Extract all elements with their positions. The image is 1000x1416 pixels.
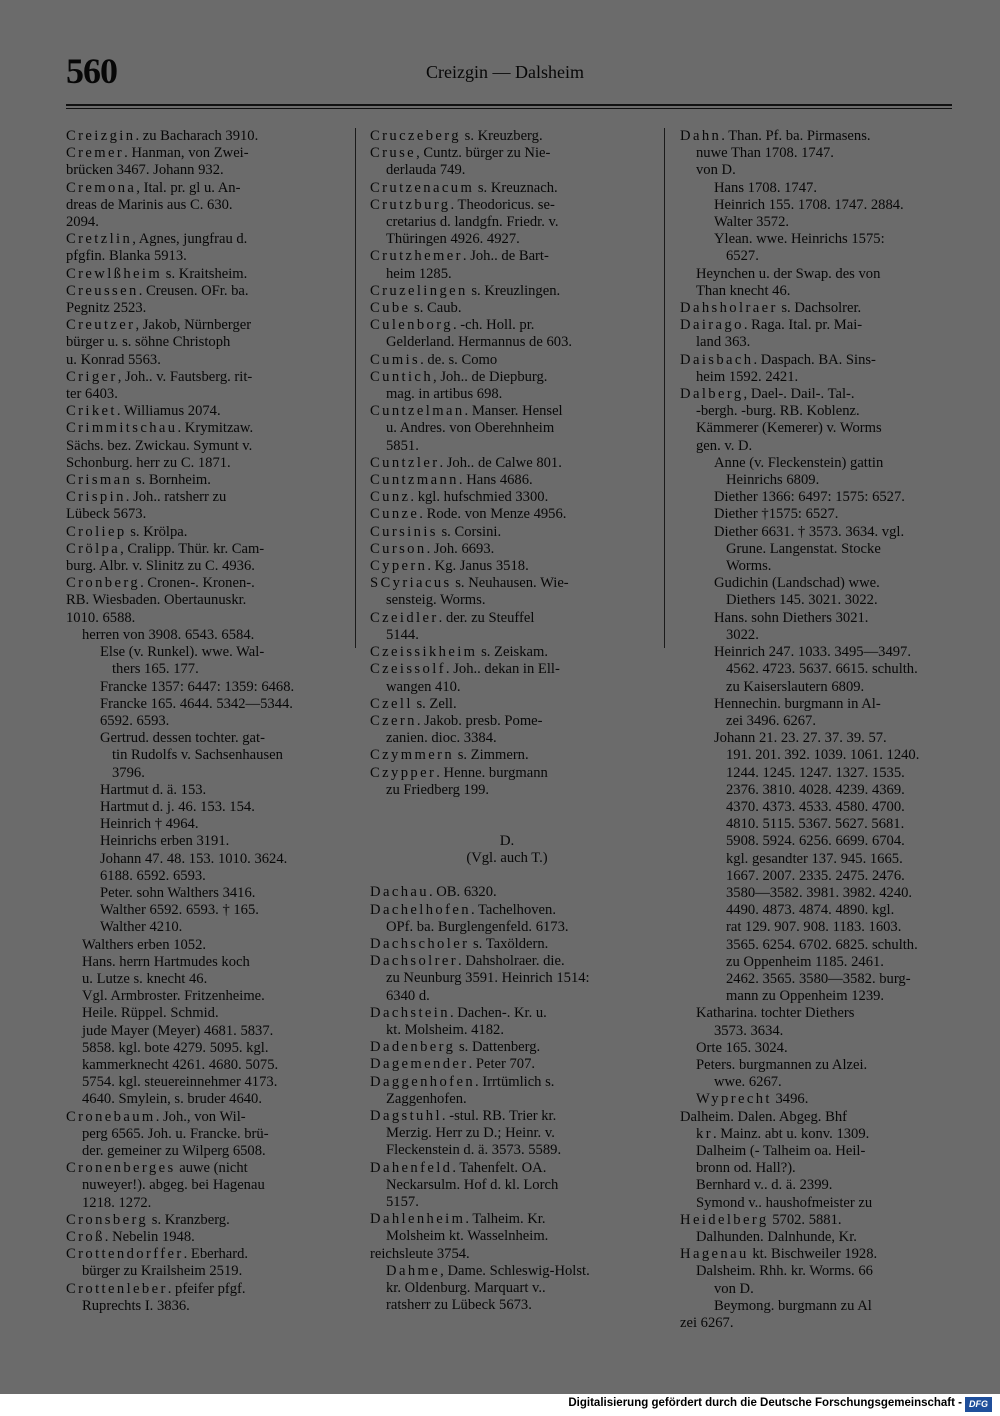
index-line: Cronsberg s. Kranzberg. [66, 1211, 230, 1228]
index-line: 4370. 4373. 4533. 4580. 4700. [726, 798, 905, 815]
headword: Cunze [370, 506, 420, 523]
index-line: Gudichin (Landschad) wwe. [714, 575, 880, 592]
headword: Cronberg [66, 575, 141, 592]
index-line: Dahn. Than. Pf. ba. Pirmasens. [680, 128, 871, 144]
index-line: cretarius d. landgfn. Friedr. v. [386, 214, 559, 231]
index-line: Cronenberges auwe (nicht [66, 1160, 248, 1177]
index-line: brücken 3467. Johann 932. [66, 162, 224, 179]
index-line: Dahlenheim. Talheim. Kr. [370, 1211, 546, 1228]
index-line: zu Kaiserslautern 6809. [726, 678, 865, 695]
headword: Cursinis [370, 523, 438, 540]
index-line: Cremer. Hanman, von Zwei- [66, 145, 249, 162]
header-rule [66, 104, 952, 106]
headword: Czeissikheim [370, 644, 478, 661]
index-line: kr. Mainz. abt u. konv. 1309. [696, 1125, 870, 1142]
index-line: Czell s. Zell. [370, 695, 457, 712]
headword: Dahenfeld [370, 1159, 453, 1176]
headword: Creutzer [66, 317, 136, 334]
index-line: zu Friedberg 199. [386, 781, 490, 798]
index-line: ter 6403. [66, 386, 118, 403]
index-line: u. Lutze s. knecht 46. [82, 970, 208, 987]
index-line: 4640. Smylein, s. bruder 4640. [82, 1091, 262, 1108]
headword: Crutzburg [370, 196, 451, 213]
index-line: Czeidler. der. zu Steuffel [370, 609, 535, 626]
index-line: von D. [696, 162, 736, 179]
index-line: perg 6565. Joh. u. Francke. brü- [82, 1125, 269, 1142]
headword: Dachstein [370, 1004, 450, 1021]
index-line: Crewlßheim s. Kraitsheim. [66, 265, 248, 282]
index-line: 191. 201. 392. 1039. 1061. 1240. [726, 747, 920, 764]
index-line: 5858. kgl. bote 4279. 5095. kgl. [82, 1039, 269, 1056]
index-line: zu Neunburg 3591. Heinrich 1514: [386, 970, 590, 987]
headword: Cremer [66, 145, 125, 162]
index-line: Heinrichs 6809. [726, 472, 820, 489]
headword: Dahlenheim [370, 1211, 466, 1228]
index-line: Hennechin. burgmann in Al- [714, 695, 881, 712]
headword: Dachau [370, 884, 429, 901]
index-line: Diether †1575: 6527. [714, 506, 839, 523]
index-line: OPf. ba. Burglengenfeld. 6173. [386, 918, 569, 935]
index-line: 5851. [386, 437, 419, 454]
index-line: sensteig. Worms. [386, 592, 486, 609]
index-line: Dachscholer s. Taxöldern. [370, 935, 549, 952]
footer-bar [0, 1394, 1000, 1416]
headword: Creussen [66, 282, 139, 299]
index-line: Culenborg. -ch. Holl. pr. [370, 317, 535, 334]
headword: Creizgin [66, 128, 136, 144]
index-line: 1218. 1272. [82, 1194, 152, 1211]
index-line: Hagenau kt. Bischweiler 1928. [680, 1246, 878, 1263]
index-line: Hans. sohn Diethers 3021. [714, 609, 869, 626]
index-line: pfgfin. Blanka 5913. [66, 248, 187, 265]
index-line: wangen 410. [386, 678, 461, 695]
index-line: Crutzburg. Theodoricus. se- [370, 196, 555, 213]
index-line: Croß. Nebelin 1948. [66, 1229, 195, 1245]
headword: Dalberg [680, 386, 744, 403]
index-line: Symond v.. haushofmeister zu [696, 1194, 873, 1211]
index-line: Dadenberg s. Dattenberg. [370, 1039, 541, 1056]
index-line: Molsheim kt. Wasselnheim. [386, 1228, 549, 1245]
index-line: Dachelhofen. Tachelhoven. [370, 901, 556, 918]
index-line: Criger, Joh.. v. Fautsberg. rit- [66, 368, 253, 385]
headword: Hagenau [680, 1246, 749, 1263]
headword: Cremona [66, 179, 137, 196]
index-column-2 [370, 128, 644, 1314]
index-line: Czern. Jakob. presb. Pome- [370, 712, 543, 729]
headword: Dagstuhl [370, 1107, 442, 1124]
section-heading: D. [499, 832, 515, 849]
index-line: Cuntzelman. Manser. Hensel [370, 403, 563, 420]
headword: Crewlßheim [66, 265, 163, 282]
headword: Daggenhofen [370, 1073, 476, 1090]
index-line: Creizgin. zu Bacharach 3910. [66, 128, 259, 144]
index-line: Walter 3572. [714, 214, 790, 231]
index-line: Crottendorffer. Eberhard. [66, 1246, 249, 1263]
index-line: 1244. 1245. 1247. 1327. 1535. [726, 764, 905, 781]
index-column-1 [66, 128, 336, 1315]
index-line: heim 1592. 2421. [696, 368, 799, 385]
index-line: Vgl. Armbroster. Fritzenheime. [82, 988, 265, 1005]
headword: Cruczeberg [370, 128, 461, 144]
footer-credit: Digitalisierung gefördert durch die Deutsche Forschungsgemeinschaft - [568, 1397, 962, 1409]
index-line: Diether 6631. † 3573. 3634. vgl. [714, 523, 905, 540]
index-line: Criket. Williamus 2074. [66, 403, 221, 420]
index-line: bronn od. Hall?). [696, 1160, 796, 1177]
headword: Wyprecht [696, 1091, 772, 1108]
headword: Czern [370, 712, 417, 729]
headword: Cronebaum [66, 1108, 156, 1125]
index-line: Wyprecht 3496. [696, 1091, 809, 1108]
index-line: Francke 1357: 6447: 1359: 6468. [100, 678, 295, 695]
headword: Cuntzmann [370, 472, 459, 489]
index-line: Cruczeberg s. Kreuzberg. [370, 128, 543, 144]
index-line: ratsherr zu Lübeck 5673. [386, 1297, 532, 1314]
index-line: jude Mayer (Meyer) 4681. 5837. [82, 1022, 274, 1039]
index-line: Merzig. Herr zu D.; Heinr. v. [386, 1125, 555, 1142]
headword: Daisbach [680, 351, 754, 368]
index-line: 3022. [726, 626, 759, 643]
index-line: Heinrich 155. 1708. 1747. 2884. [714, 196, 904, 213]
headword: Cretzlin [66, 231, 133, 248]
index-line: Dahme, Dame. Schleswig-Holst. [386, 1262, 590, 1279]
index-line: SCyriacus s. Neuhausen. Wie- [370, 575, 569, 592]
index-line: Hartmut d. j. 46. 153. 154. [100, 798, 255, 815]
headword: Dairago [680, 317, 744, 334]
index-line: 5157. [386, 1193, 419, 1210]
index-line: 1667. 2007. 2335. 2475. 2476. [726, 867, 905, 884]
index-line: bürger u. s. söhne Christoph [66, 334, 231, 351]
index-line: Czeissikheim s. Zeiskam. [370, 644, 548, 661]
headword: Cypern [370, 558, 428, 575]
headword: kr [696, 1125, 713, 1142]
index-line: Dachsolrer. Dahsholraer. die. [370, 953, 565, 970]
index-line: Crispin. Joh.. ratsherr zu [66, 489, 227, 506]
headword: Crutzenacum [370, 179, 475, 196]
index-line: Walther 4210. [100, 919, 183, 936]
index-line: Dalhunden. Dalnhunde, Kr. [696, 1229, 857, 1245]
index-line: Johann 47. 48. 153. 1010. 3624. [100, 850, 288, 867]
index-line: Daggenhofen. Irrtümlich s. [370, 1073, 555, 1090]
index-line: Daisbach. Daspach. BA. Sins- [680, 351, 876, 368]
index-line: Heinrich 247. 1033. 3495—3497. [714, 644, 911, 661]
index-line: 6188. 6592. 6593. [100, 867, 206, 884]
index-line: 3573. 3634. [714, 1022, 784, 1039]
headword: Croß [66, 1229, 105, 1245]
index-line: Diethers 145. 3021. 3022. [726, 592, 878, 609]
index-line: Creussen. Creusen. OFr. ba. [66, 282, 249, 299]
index-line: Cronebaum. Joh., von Wil- [66, 1108, 246, 1125]
index-line: 3796. [112, 764, 145, 781]
index-line: Heinrichs erben 3191. [100, 833, 230, 850]
index-line: Else (v. Runkel). wwe. Wal- [100, 644, 265, 661]
headword: Dahsholraer [680, 300, 778, 317]
index-line: Dachau. OB. 6320. [370, 884, 497, 901]
headword: Cuntich [370, 368, 434, 385]
index-line: 4562. 4723. 5637. 6615. schulth. [726, 661, 918, 678]
index-line: RB. Wiesbaden. Obertaunuskr. [66, 592, 247, 609]
index-line: Zaggenhofen. [386, 1090, 467, 1107]
index-line: 3580—3582. 3981. 3982. 4240. [726, 884, 913, 901]
headword: Curson [370, 540, 427, 557]
index-line: Crimmitschau. Krymitzaw. [66, 420, 254, 437]
index-line: rat 129. 907. 908. 1183. 1603. [726, 919, 902, 936]
index-line: Ylean. wwe. Heinrichs 1575: [714, 231, 885, 248]
index-line: Dalsheim. Rhh. kr. Worms. 66 [696, 1263, 873, 1280]
index-line: 6340 d. [386, 987, 430, 1004]
index-line: Cruse, Cuntz. bürger zu Nie- [370, 145, 551, 162]
index-column-3 [680, 128, 952, 1332]
index-line: 5754. kgl. steuereinnehmer 4173. [82, 1074, 278, 1091]
running-head: Creizgin — Dalsheim [426, 62, 584, 82]
index-line: 3565. 6254. 6702. 6825. schulth. [726, 936, 918, 953]
index-line: Czypper. Henne. burgmann [370, 764, 548, 781]
index-line: Creutzer, Jakob, Nürnberger [66, 317, 252, 334]
index-line: Dairago. Raga. Ital. pr. Mai- [680, 317, 863, 334]
index-line: u. Andres. von Oberehnheim [386, 420, 555, 437]
index-line: Fleckenstein d. ä. 3573. 5589. [386, 1142, 562, 1159]
headword: Czeissolf [370, 661, 446, 678]
index-line: Cuntzmann. Hans 4686. [370, 472, 533, 489]
headword: Dachsolrer [370, 953, 459, 970]
index-line: 5908. 5924. 6256. 6699. 6704. [726, 833, 905, 850]
headword: Heidelberg [680, 1211, 769, 1228]
headword: Czell [370, 695, 413, 712]
index-line: Crottenleber. pfeifer pfgf. [66, 1280, 246, 1297]
index-line: Cronberg. Cronen-. Kronen-. [66, 575, 255, 592]
index-line: Orte 165. 3024. [696, 1039, 788, 1056]
headword: Dachelhofen [370, 901, 471, 918]
headword: Czypper [370, 764, 437, 781]
headword: Cuntzelman [370, 403, 465, 420]
index-line: Dahenfeld. Tahenfelt. OA. [370, 1159, 547, 1176]
index-line: nuweyer!). abgeg. bei Hagenau [82, 1177, 265, 1194]
index-line: Walthers erben 1052. [82, 936, 207, 953]
index-line: Lübeck 5673. [66, 506, 147, 523]
index-line: burg. Albr. v. Slinitz zu C. 4936. [66, 558, 255, 575]
index-line: Cremona, Ital. pr. gl u. An- [66, 179, 241, 196]
index-line: Heynchen u. der Swap. des von [696, 265, 881, 282]
index-line: Crisman s. Bornheim. [66, 472, 211, 489]
index-line: zei 6267. [680, 1315, 734, 1332]
index-line: Dagstuhl. -stul. RB. Trier kr. [370, 1107, 557, 1124]
index-line: Bernhard v.. d. ä. 2399. [696, 1177, 833, 1194]
headword: Dahme [386, 1262, 441, 1279]
index-line: Cunz. kgl. hufschmied 3300. [370, 489, 549, 506]
headword: Czeidler [370, 609, 439, 626]
index-line: Than knecht 46. [696, 282, 791, 299]
index-line: von D. [714, 1280, 754, 1297]
index-line: Neckarsulm. Hof d. kl. Lorch [386, 1176, 559, 1193]
index-line: zanien. dioc. 3384. [386, 730, 497, 747]
headword: Crottendorffer [66, 1246, 184, 1263]
index-line: reichsleute 3754. [370, 1245, 470, 1262]
headword: Dachscholer [370, 935, 470, 952]
index-line: Hartmut d. ä. 153. [100, 781, 207, 798]
index-line: 1010. 6588. [66, 609, 136, 626]
headword: Criket [66, 403, 117, 420]
index-line: Crölpa, Cralipp. Thür. kr. Cam- [66, 540, 265, 557]
headword: Crottenleber [66, 1280, 168, 1297]
headword: Cruse [370, 145, 417, 162]
headword: Czymmern [370, 747, 455, 764]
index-line: 6527. [726, 248, 759, 265]
headword: Crutzhemer [370, 248, 463, 265]
headword: Cronenberges [66, 1160, 176, 1177]
index-line: dreas de Marinis aus C. 630. [66, 196, 233, 213]
header-rule-thin [66, 108, 952, 109]
index-line [370, 816, 644, 833]
index-line: Cursinis s. Corsini. [370, 523, 502, 540]
index-line: Heidelberg 5702. 5881. [680, 1211, 842, 1228]
index-line: der. gemeiner zu Wilperg 6508. [82, 1142, 266, 1159]
index-line: 4810. 5115. 5367. 5627. 5681. [726, 816, 905, 833]
index-line: Thüringen 4926. 4927. [386, 231, 520, 248]
index-line [370, 799, 644, 816]
column-divider [664, 128, 665, 648]
headword: Crimmitschau [66, 420, 178, 437]
index-line: gen. v. D. [696, 437, 753, 454]
index-line: 4490. 4873. 4874. 4890. kgl. [726, 902, 895, 919]
index-line: heim 1285. [386, 265, 452, 282]
index-line: Walther 6592. 6593. † 165. [100, 902, 259, 919]
index-line: Gelderland. Hermannus de 603. [386, 334, 573, 351]
index-line: tin Rudolfs v. Sachsenhausen [112, 747, 283, 764]
index-line: Czymmern s. Zimmern. [370, 747, 529, 764]
index-line: Beymong. burgmann zu Al [714, 1297, 872, 1314]
index-line: 5144. [386, 626, 419, 643]
index-line: Czeissolf. Joh.. dekan in Ell- [370, 661, 560, 678]
index-line: Ruprechts I. 3836. [82, 1297, 190, 1314]
headword: Croliep [66, 523, 127, 540]
index-line: -bergh. -burg. RB. Koblenz. [696, 403, 860, 420]
index-line: land 363. [696, 334, 751, 351]
index-line: Anne (v. Fleckenstein) gattin [714, 454, 884, 471]
index-line: Francke 165. 4644. 5342—5344. [100, 695, 293, 712]
dfg-logo: DFG [965, 1397, 992, 1412]
headword: Cuntzler [370, 454, 440, 471]
headword: Criger [66, 368, 118, 385]
index-line: Hans 1708. 1747. [714, 179, 817, 196]
index-line: kr. Oldenburg. Marquart v.. [386, 1280, 546, 1296]
index-line: 6592. 6593. [100, 712, 170, 729]
column-divider [355, 128, 356, 648]
index-line: nuwe Than 1708. 1747. [696, 145, 834, 162]
index-line: Crutzhemer. Joh.. de Bart- [370, 248, 549, 265]
index-line: Dahsholraer s. Dachsolrer. [680, 300, 862, 317]
index-line: mag. in artibus 698. [386, 386, 503, 403]
index-line: kgl. gesandter 137. 945. 1665. [726, 850, 903, 867]
index-line: bürger zu Krailsheim 2519. [82, 1263, 243, 1280]
index-line: Dalheim (- Talheim oa. Heil- [696, 1142, 866, 1159]
index-line: kt. Molsheim. 4182. [386, 1021, 504, 1038]
index-line: Dachstein. Dachen-. Kr. u. [370, 1004, 547, 1021]
index-line: Sächs. bez. Zwickau. Symunt v. [66, 437, 253, 454]
index-line: Gertrud. dessen tochter. gat- [100, 730, 265, 747]
headword: Cronsberg [66, 1211, 149, 1228]
index-line: mann zu Oppenheim 1239. [726, 988, 885, 1005]
index-line: Kämmerer (Kemerer) v. Worms [696, 420, 882, 437]
headword: Crispin [66, 489, 126, 506]
index-line: herren von 3908. 6543. 6584. [82, 626, 255, 643]
index-line: Pegnitz 2523. [66, 300, 147, 317]
index-line: u. Konrad 5563. [66, 351, 161, 368]
index-line: zei 3496. 6267. [726, 712, 816, 729]
index-line: 2094. [66, 214, 99, 231]
headword: Culenborg [370, 317, 453, 334]
headword: Dagemender [370, 1056, 469, 1073]
index-line: 2376. 3810. 4028. 4239. 4369. [726, 781, 905, 798]
index-line: Crutzenacum s. Kreuznach. [370, 179, 558, 196]
index-line: Diether 1366: 6497: 1575: 6527. [714, 489, 905, 506]
index-line: Cunze. Rode. von Menze 4956. [370, 506, 567, 523]
index-line: Hans. herrn Hartmudes koch [82, 953, 250, 970]
index-line: Katharina. tochter Diethers [696, 1005, 855, 1022]
index-line: Johann 21. 23. 27. 37. 39. 57. [714, 730, 887, 747]
index-line: wwe. 6267. [714, 1074, 782, 1091]
index-line: Cypern. Kg. Janus 3518. [370, 558, 529, 575]
headword: Dahn [680, 128, 722, 144]
index-line: Cuntzler. Joh.. de Calwe 801. [370, 454, 562, 471]
index-line: derlauda 749. [386, 162, 466, 179]
headword: Cunz [370, 489, 411, 506]
headword: SCyriacus [370, 575, 452, 592]
index-line [370, 867, 644, 884]
index-line: Dalheim. Dalen. Abgeg. Bhf [680, 1108, 847, 1125]
index-line: Croliep s. Krölpa. [66, 523, 188, 540]
headword: Crölpa [66, 540, 121, 557]
index-line: Schonburg. herr zu C. 1871. [66, 454, 231, 471]
index-line: Peters. burgmannen zu Alzei. [696, 1056, 868, 1073]
index-line: thers 165. 177. [112, 661, 199, 678]
index-line: Cuntich, Joh.. de Diepburg. [370, 368, 548, 385]
index-line: Grune. Langenstat. Stocke [726, 540, 881, 557]
index-line: Dagemender. Peter 707. [370, 1056, 536, 1073]
index-line: Peter. sohn Walthers 3416. [100, 884, 256, 901]
index-line: Curson. Joh. 6693. [370, 540, 495, 557]
index-line: Cruzelingen s. Kreuzlingen. [370, 282, 561, 299]
index-line: Cumis. de. s. Como [370, 351, 498, 368]
section-note: (Vgl. auch T.) [466, 850, 548, 867]
index-line: kammerknecht 4261. 4680. 5075. [82, 1056, 279, 1073]
headword: Cruzelingen [370, 282, 468, 299]
index-line: Cube s. Caub. [370, 300, 462, 317]
headword: Cumis [370, 351, 421, 368]
page-number: 560 [66, 51, 117, 91]
index-line: Heile. Rüppel. Schmid. [82, 1005, 219, 1022]
headword: Dadenberg [370, 1039, 456, 1056]
index-line: Dalberg, Dael-. Dail-. Tal-. [680, 386, 855, 403]
index-line: Worms. [726, 558, 772, 575]
index-line: 2462. 3565. 3580—3582. burg- [726, 970, 911, 987]
index-line: zu Oppenheim 1185. 2461. [726, 953, 884, 970]
index-line: Cretzlin, Agnes, jungfrau d. [66, 231, 248, 248]
headword: Crisman [66, 472, 133, 489]
index-line: Heinrich † 4964. [100, 816, 199, 833]
headword: Cube [370, 300, 411, 317]
